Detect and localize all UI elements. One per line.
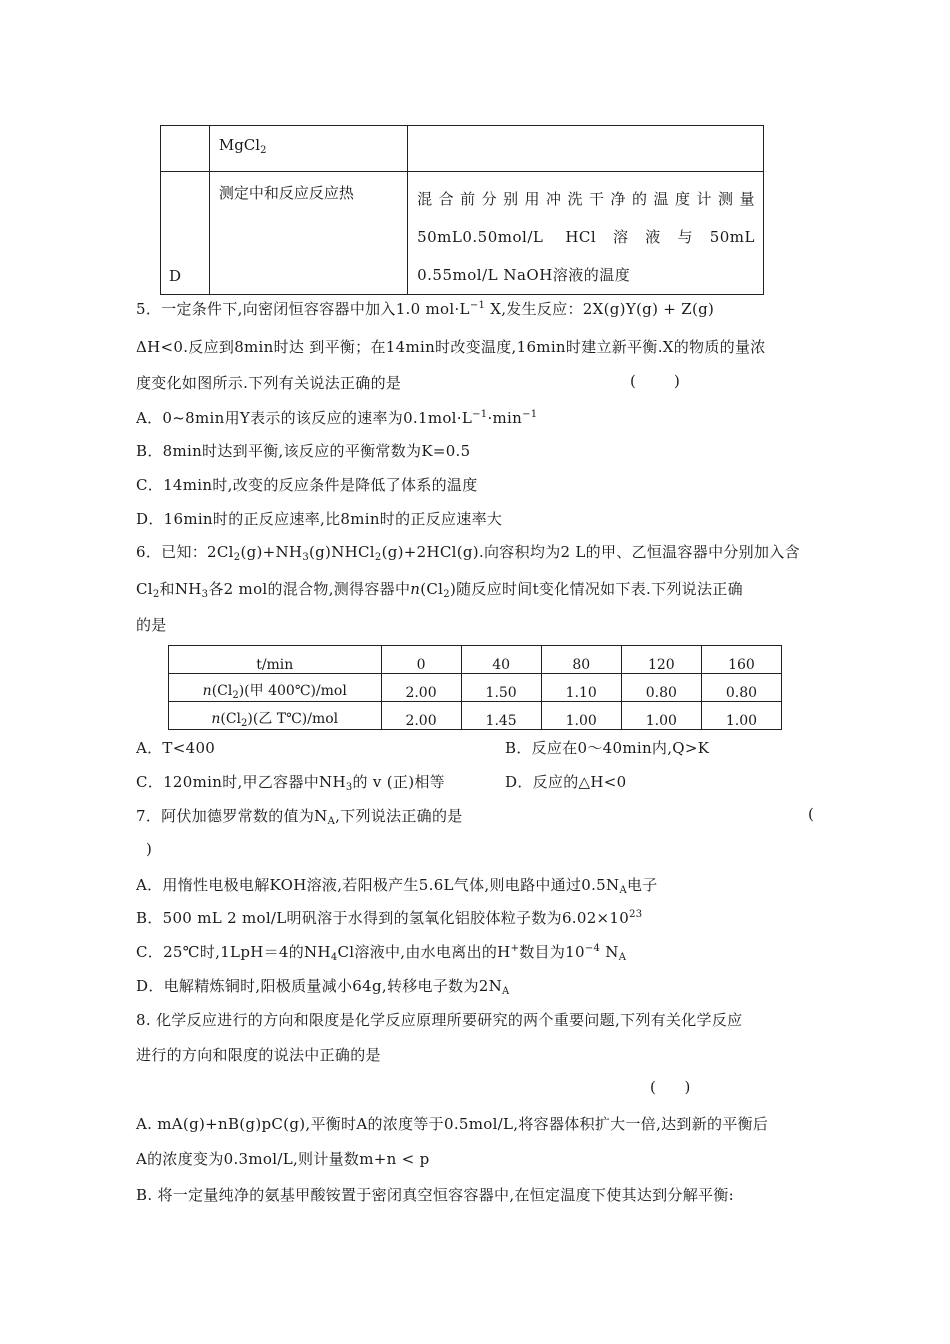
table-row [161, 172, 764, 295]
table-cell: 0.80 [701, 674, 781, 702]
table-cell: 1.50 [461, 674, 541, 702]
q7-option-b: B．500 mL 2 mol/L明矾溶于水得到的氢氧化铝胶体粒子数为$6.02\times 10^{23}$ [136, 909, 643, 927]
table-cell-item: 测定中和反应反应热 [209, 172, 407, 295]
q5-option-a: A．0~8min用Y表示的该反应的速率为$0.1mol\cdot L^{-1}\cdot\min^{-1}$ [136, 409, 538, 427]
table-cell: 1.10 [541, 674, 621, 702]
q7-option-a: A．用惰性电极电解KOH溶液,若阳极产生5.6L气体,则电路中通过$0.5N_A$电子 [136, 876, 658, 896]
table-header-cell: t/min [169, 646, 382, 674]
q8-option-b-line1: B. 将一定量纯净的氨基甲酸铵置于密闭真空恒容容器中,在恒定温度下使其达到分解平衡: [136, 1186, 734, 1204]
table-cell: 2.00 [381, 702, 461, 730]
q8-stem-line2: 进行的方向和限度的说法中正确的是 [136, 1046, 381, 1064]
table-cell-method: 混合前分别用冲洗干净的温度计测量50mL0.50mol/L HCl溶液与50mL 0.55mol/L NaOH溶液的温度 [408, 172, 764, 295]
table-cell: 1.00 [541, 702, 621, 730]
data-table [168, 645, 782, 730]
table-cell-label [161, 126, 210, 172]
q6-option-b: B．反应在0～40min内,Q>K [505, 739, 710, 757]
q8-option-a-line2: A的浓度变为0.3mol/L,则计量数m+n < p [136, 1150, 430, 1168]
q7-option-d: D．电解精炼铜时,阳极质量减小64g,转移电子数为$2N_A$ [136, 977, 510, 997]
table-cell: 2.00 [381, 674, 461, 702]
table-header-cell: 160 [701, 646, 781, 674]
table-row-label: $n(Cl_2)$(乙 T℃)/mol [169, 702, 382, 730]
q6-option-d: D．反应的△H<0 [505, 773, 627, 791]
q8-answer-paren: ( ) [650, 1078, 691, 1096]
table-header-row [169, 646, 782, 674]
experiment-table [160, 125, 764, 295]
q7-paren-open: ( [808, 805, 814, 823]
q5-stem-line3: 度变化如图所示.下列有关说法正确的是 [136, 374, 402, 392]
table-cell: 1.00 [701, 702, 781, 730]
q6-stem-line2: $Cl_2$和$NH_3$各2 mol的混合物,测得容器中$n(Cl_2)$随反应时间t变化情况如下表.下列说法正确 [136, 580, 743, 600]
table-cell: 1.45 [461, 702, 541, 730]
table-header-cell: 80 [541, 646, 621, 674]
q6-option-c: C．120min时,甲乙容器中$NH_3$的 v (正)相等 [136, 773, 445, 793]
table-cell-label: D [161, 172, 210, 295]
q6-stem-line1: 6．已知：$2Cl_2(g)+NH_3(g)NHCl_2(g)+2HCl(g)$.向容积均为2 L的甲、乙恒温容器中分别加入含 [136, 543, 800, 563]
q5-answer-paren: ( ) [630, 372, 680, 390]
table-cell-item: MgCl$_2$ [209, 126, 407, 172]
q7-option-c: C．25℃时,1LpH＝4的$NH_4Cl$溶液中,由水电离出的H+数目为$10^{-4}$ $N_A$ [136, 943, 627, 963]
q5-stem-line1: 5．一定条件下,向密闭恒容容器中加入1.0 $mol\cdot L^{-1}$ X,发生反应：2X(g)Y(g) + Z(g) [136, 300, 715, 318]
q7-paren-close: ) [146, 840, 152, 858]
table-cell: 1.00 [621, 702, 701, 730]
q6-option-a: A．T<400 [136, 739, 216, 757]
table-header-cell: 0 [381, 646, 461, 674]
table-row [161, 126, 764, 172]
q7-stem: 7．阿伏加德罗常数的值为$N_A$,下列说法正确的是 [136, 807, 463, 827]
table-header-cell: 120 [621, 646, 701, 674]
table-row [169, 702, 782, 730]
q5-option-c: C．14min时,改变的反应条件是降低了体系的温度 [136, 476, 478, 494]
table-header-cell: 40 [461, 646, 541, 674]
table-cell-method [408, 126, 764, 172]
table-cell: 0.80 [621, 674, 701, 702]
q5-option-b: B．8min时达到平衡,该反应的平衡常数为K=0.5 [136, 442, 471, 460]
table-row [169, 674, 782, 702]
q8-stem-line1: 8. 化学反应进行的方向和限度是化学反应原理所要研究的两个重要问题,下列有关化学反应 [136, 1011, 743, 1029]
q5-option-d: D．16min时的正反应速率,比8min时的正反应速率大 [136, 510, 503, 528]
q5-stem-line2: ΔH<0.反应到8min时达 到平衡；在14min时改变温度,16min时建立新平衡.X的物质的量浓 [136, 338, 766, 356]
table-row-label: $n(Cl_2)$(甲 400℃)/mol [169, 674, 382, 702]
q8-option-a-line1: A. mA(g)+nB(g)pC(g),平衡时A的浓度等于0.5mol/L,将容器体积扩大一倍,达到新的平衡后 [136, 1115, 769, 1133]
q6-stem-line3: 的是 [136, 616, 167, 634]
